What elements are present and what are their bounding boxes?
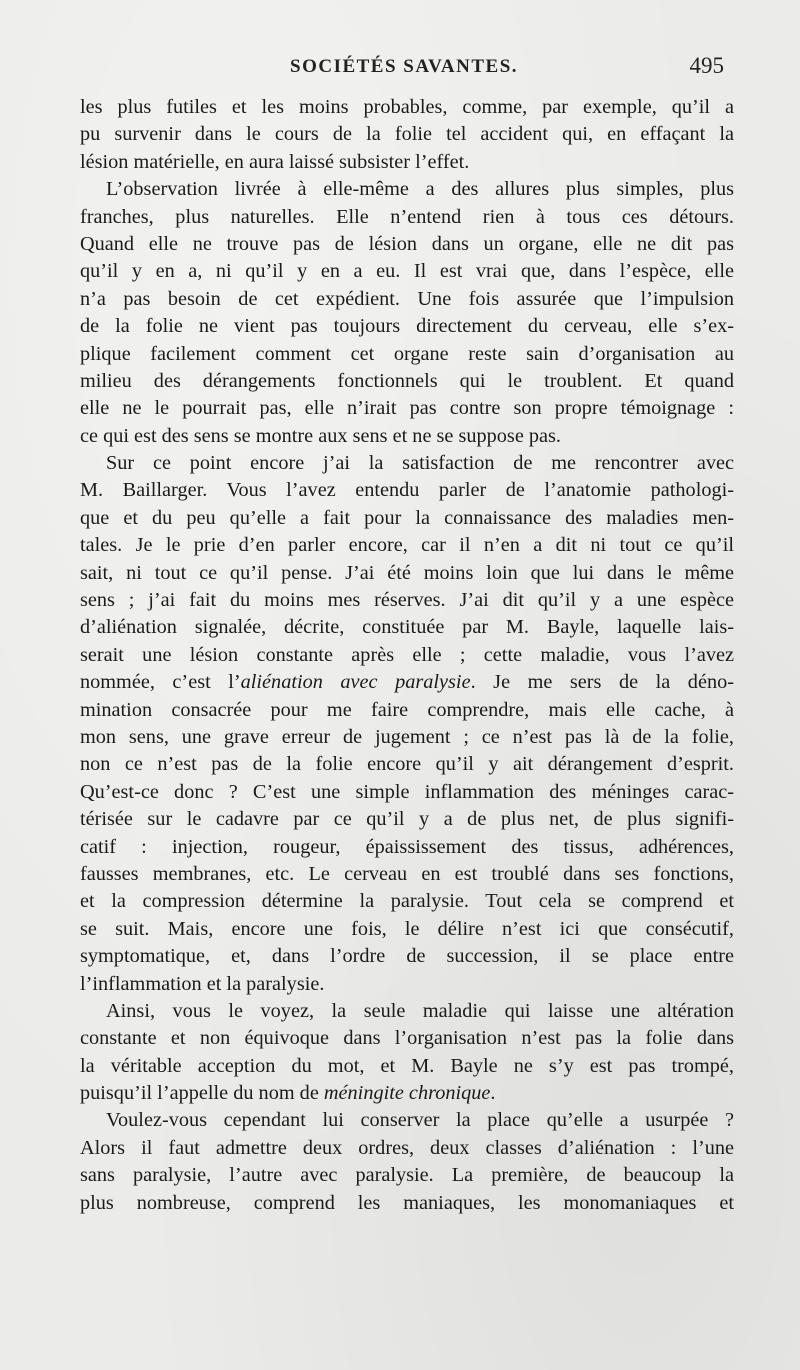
text-line: tales. Je le prie d’en parler encore, car il n’en a dit ni tout ce qu’il [80, 534, 734, 557]
text-line: sans paralysie, l’autre avec paralysie. La première, de beaucoup la [80, 1164, 734, 1187]
text-line: Qu’est-ce donc ? C’est une simple inflammation des méninges carac- [80, 780, 734, 803]
text-line: L’observation livrée à elle-même a des allures plus simples, plus [106, 178, 734, 201]
text-line: M. Baillarger. Vous l’avez entendu parler de l’anatomie pathologi- [80, 479, 734, 502]
text-line: se suit. Mais, encore une fois, le délire n’est ici que consécutif, [80, 917, 734, 940]
text-line: plus nombreuse, comprend les maniaques, les monomaniaques et [80, 1191, 734, 1214]
text-line: mon sens, une grave erreur de jugement ; ce n’est pas là de la folie, [80, 725, 734, 748]
text-line: non ce n’est pas de la folie encore qu’il y ait dérangement d’esprit. [80, 753, 734, 776]
text-line: térisée sur le cadavre par ce qu’il y a de plus net, de plus signifi- [80, 808, 734, 831]
text-line: serait une lésion constante après elle ; cette maladie, vous l’avez [80, 643, 734, 666]
text-run: nommée, c’est l’ [80, 671, 241, 694]
text-line: qu’il y en a, ni qu’il y en a eu. Il est vrai que, dans l’espèce, elle [80, 260, 734, 283]
text-line: la véritable acception du mot, et M. Bayle ne s’y est pas trompé, [80, 1054, 734, 1077]
text-line: Voulez-vous cependant lui conserver la place qu’elle a usurpée ? [106, 1109, 734, 1132]
text-line: d’aliénation signalée, décrite, constituée par M. Bayle, laquelle lais- [80, 616, 734, 639]
text-line: et la compression détermine la paralysie. Tout cela se comprend et [80, 890, 734, 913]
text-line [80, 1080, 734, 1107]
text-line: constante et non équivoque dans l’organisation n’est pas la folie dans [80, 1027, 734, 1050]
text-line: lésion matérielle, en aura laissé subsister l’effet. [80, 150, 470, 173]
italic-term: méningite chronique [323, 1082, 491, 1105]
text-line: n’a pas besoin de cet expédient. Une fois assurée que l’impulsion [80, 287, 734, 310]
text-line: sait, ni tout ce qu’il pense. J’ai été moins loin que lui dans le même [80, 561, 734, 584]
text-line: Sur ce point encore j’ai la satisfaction de me rencontrer avec [106, 452, 734, 475]
running-title: SOCIÉTÉS SAVANTES. [290, 56, 519, 77]
body-text [80, 94, 734, 1217]
text-line: plique facilement comment cet organe reste sain d’organisation au [80, 342, 734, 365]
text-run: . Je me sers de la déno- [470, 671, 734, 694]
text-line: que et du peu qu’elle a fait pour la connaissance des maladies men- [80, 506, 734, 529]
text-line: ce qui est des sens se montre aux sens et ne se suppose pas. [80, 424, 562, 447]
text-line: milieu des dérangements fonctionnels qui le troublent. Et quand [80, 369, 734, 392]
text-run: . [490, 1082, 496, 1105]
text-line: pu survenir dans le cours de la folie tel accident qui, en effaçant la [80, 123, 734, 146]
text-line [80, 669, 734, 696]
text-line: catif : injection, rougeur, épaississement des tissus, adhérences, [80, 835, 734, 858]
page-number: 495 [689, 53, 724, 78]
text-line: de la folie ne vient pas toujours directement du cerveau, elle s’ex- [80, 315, 734, 338]
text-line: l’inflammation et la paralysie. [80, 972, 325, 995]
text-line: fausses membranes, etc. Le cerveau en est troublé dans ses fonctions, [80, 862, 734, 885]
text-line: franches, plus naturelles. Elle n’entend rien à tous ces détours. [80, 205, 734, 228]
text-run: puisqu’il l’appelle du nom de [80, 1082, 324, 1105]
running-header [80, 53, 732, 86]
italic-term: aliénation avec paralysie [240, 671, 471, 694]
text-line: les plus futiles et les moins probables, comme, par exemple, qu’il a [80, 96, 734, 118]
text-line: symptomatique, et, dans l’ordre de succession, il se place entre [80, 945, 734, 968]
text-line: Ainsi, vous le voyez, la seule maladie qui laisse une altération [106, 999, 734, 1022]
text-line: elle ne le pourrait pas, elle n’irait pas contre son propre témoignage : [80, 397, 734, 420]
text-line: Quand elle ne trouve pas de lésion dans un organe, elle ne dit pas [80, 232, 734, 255]
text-line: mination consacrée pour me faire comprendre, mais elle cache, à [80, 698, 734, 721]
text-line: sens ; j’ai fait du moins mes réserves. J’ai dit qu’il y a une espèce [80, 589, 734, 612]
text-line: Alors il faut admettre deux ordres, deux classes d’aliénation : l’une [80, 1136, 734, 1159]
